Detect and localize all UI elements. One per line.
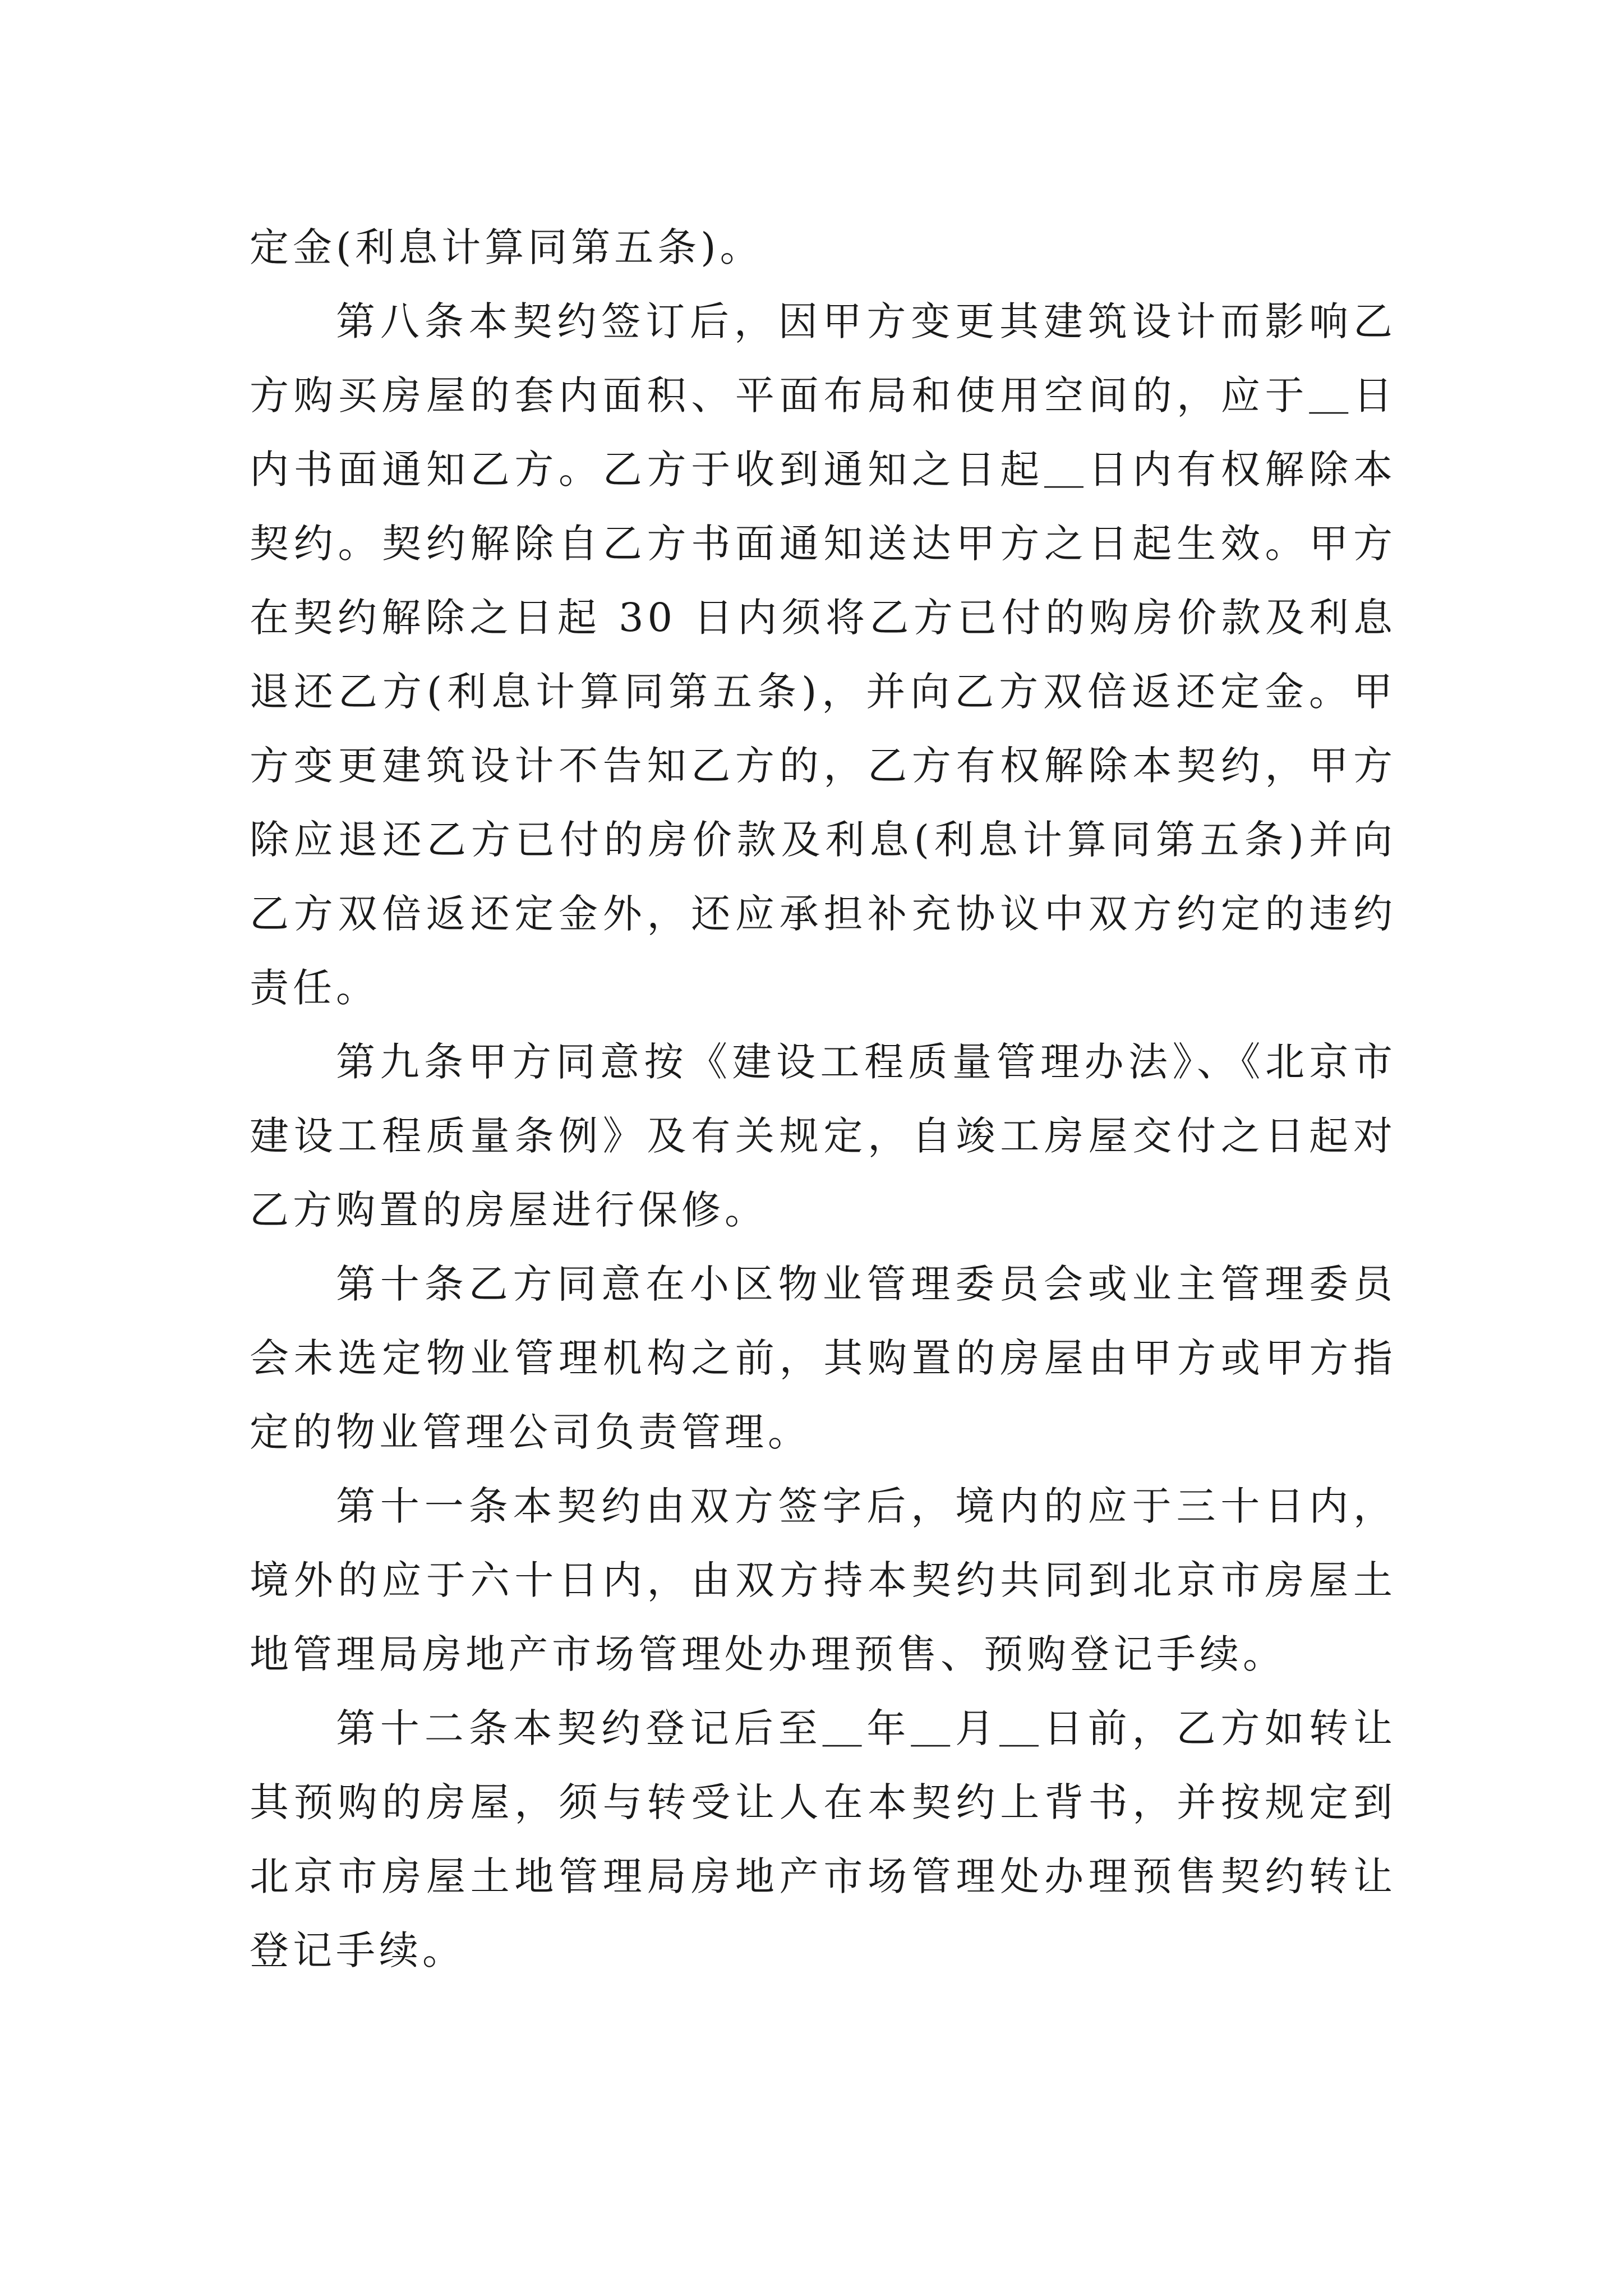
- paragraph-article-9: 第九条甲方同意按《建设工程质量管理办法》、《北京市建设工程质量条例》及有关规定，自竣工房屋交付之日起对乙方购置的房屋进行保修。: [250, 1039, 1396, 1233]
- paragraph-article-8: 第八条本契约签订后，因甲方变更其建筑设计而影响乙方购买房屋的套内面积、平面布局和使用空间的，应于＿日内书面通知乙方。乙方于收到通知之日起＿日内有权解除本契约。契约解除自乙方书面通知送达甲方之日起生效。甲方在契约解除之日起 30 日内须将乙方已付的购房价款及利息退还乙方(利息计算同第五条)，并向乙方双倍返还定金。甲方变更建筑设计不告知乙方的，乙方有权解除本契约，甲方除应退还乙方已付的房价款及利息(利息计算同第五条)并向乙方双倍返还定金外，还应承担补充协议中双方约定的违约责任。: [250, 298, 1396, 1011]
- paragraph-article-12: 第十二条本契约登记后至＿年＿月＿日前，乙方如转让其预购的房屋，须与转受让人在本契约上背书，并按规定到北京市房屋土地管理局房地产市场管理处办理预售契约转让登记手续。: [250, 1705, 1396, 1973]
- document-page: [250, 210, 1396, 1987]
- paragraph-article-11: 第十一条本契约由双方签字后，境内的应于三十日内，境外的应于六十日内，由双方持本契约共同到北京市房屋土地管理局房地产市场管理处办理预售、预购登记手续。: [250, 1483, 1396, 1677]
- paragraph-continuation: 定金(利息计算同第五条)。: [250, 224, 763, 270]
- paragraph-article-10: 第十条乙方同意在小区物业管理委员会或业主管理委员会未选定物业管理机构之前，其购置的房屋由甲方或甲方指定的物业管理公司负责管理。: [250, 1261, 1396, 1455]
